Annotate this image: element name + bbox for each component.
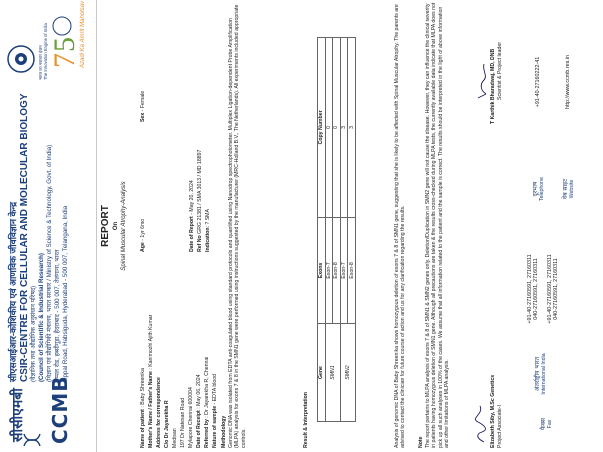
website-value-block[interactable] — [565, 12, 571, 152]
telephone-number: +91-40-27160222-41 — [535, 56, 541, 108]
report-date-label: Date of Report — [189, 216, 195, 252]
table-row — [325, 38, 333, 422]
sex-row — [140, 91, 146, 122]
indication-row: Indication: ? SMA — [205, 209, 211, 252]
signer-right-name: T Karthik Bharadwaj, MD, DNB — [490, 48, 496, 124]
ref-no-row — [197, 150, 203, 252]
acronym: CCMB — [48, 375, 72, 444]
address-hindi: उप्पल रोड, हब्सीगूड़ा, हैदराबाद - 500 007, तेलंगाना, भारत — [54, 249, 61, 382]
table-header: Exons — [318, 217, 326, 323]
telephone-block — [531, 164, 545, 214]
logo-tagline-english: The Innovation Engine of India — [43, 23, 48, 80]
exon-cell: Exon-7 — [325, 217, 333, 323]
ref-no-label: Ref No — [197, 235, 203, 252]
copy-cell: 0 — [333, 38, 341, 218]
age-row — [140, 219, 146, 252]
parent-name-value: : Kanimozhi Ajith Kumar — [148, 314, 154, 370]
report-title: REPORT — [100, 205, 111, 247]
gene-cell: SMN2 — [340, 324, 355, 422]
address-line: 197 Dr Natesan Road — [180, 397, 186, 448]
sex-label: Sex — [140, 112, 146, 122]
results-table — [317, 37, 356, 422]
table-header: Gene — [318, 324, 326, 422]
address-line: C/o Dr Jayarekha R — [164, 400, 170, 448]
methodology-heading: Methodology — [221, 415, 227, 448]
address-label: Address for correspondence — [156, 377, 162, 448]
signer-right-title: Scientist & Project leader — [497, 42, 503, 100]
receipt-date-label: Date of Receipt — [196, 410, 202, 448]
signer-left-title: Project Associate-I — [497, 405, 503, 448]
receipt-date-row — [196, 374, 202, 448]
note-text: The report pertains to MLPA analysis of exons 7 & 8 of SMN1 & SMN2 genes only. Deletion/Duplication in SMN2 gene will not cause the disease. However, they can influence the clinical severity in patients having homozygous deletion of SMN1 gene. Although all precautions are taken & the results cross-checked during MLPA tests, the currently available data indicate that MLPA does not pick up all such analyses in 100% of the cases. We assume that all information related to the patient and the sample is correct. The results should be interpreted in the light of above information and other limitations of MLPA analysis. — [425, 2, 451, 448]
exon-cell: Exon-8 — [348, 217, 356, 323]
council-english: (Council of Scientific & Industrial Research) — [38, 253, 45, 382]
report-subject: Spinal Muscular Atrophy-Analysis — [121, 181, 127, 271]
receipt-date-value: : May 06, 2024 — [196, 374, 202, 409]
institution-hindi-name: सीएसआईआर-कोशिकीय एवं आणविक जीवविज्ञान केन्द्र — [8, 202, 18, 382]
sex-value: - Female — [140, 90, 146, 112]
dna-logo-icon — [22, 430, 42, 450]
patient-name-row — [140, 368, 146, 448]
copy-cell: 0 — [325, 38, 333, 218]
patient-name-value: : Baby Shreenika — [140, 368, 146, 408]
interpretation-text: Analysis of genomic DNA of Baby Shreenika shows homozygous deletion of exons 7 & 8 of SMN1 gene, suggesting that she is likely to be affected with Spinal Muscular Atrophy. The parents are advised to contact the clinician for future course of action and us for any clarification regarding the results. — [394, 4, 407, 448]
table-header: Copy Number — [318, 38, 326, 218]
international-hindi: अंतर्राष्ट्रीय भारत — [534, 356, 541, 392]
international-block — [533, 348, 547, 400]
copy-cell: 3 — [348, 38, 356, 218]
note-heading: Note — [418, 436, 424, 448]
azadi-text: Azadi Ka Amrit Mahotsav — [80, 0, 86, 68]
address-line: Mylapore Chennai 600004 — [188, 387, 194, 448]
parent-name-row — [148, 315, 154, 448]
exon-cell: Exon-8 — [333, 217, 341, 323]
sample-row — [212, 374, 218, 448]
table-header-row — [318, 38, 326, 422]
indication-label: Indication — [205, 227, 211, 252]
ministry-line: (विज्ञान एवं प्रौद्योगिकी मंत्रालय, भारत सरकार / Ministry of Science & Technology, Govt. of India) — [46, 144, 53, 382]
sample-label: Nature of sample — [212, 405, 218, 448]
website-label: Website — [569, 179, 575, 199]
patient-name-label: Name of patient — [140, 409, 146, 448]
phone-number: +91-40-27160591, 27160311 — [527, 254, 533, 324]
svg-text:7: 7 — [48, 53, 81, 68]
acronym-hindi: सीसीएमबी — [10, 388, 26, 442]
contact-footer — [521, 0, 603, 452]
signature-right-icon — [474, 62, 488, 102]
gene-cell: SMN1 — [325, 324, 340, 422]
telephone-label: Telephone — [539, 177, 545, 201]
fax-label: Fax — [547, 419, 553, 429]
header-divider — [96, 0, 97, 452]
methodology-text: Genomic DNA was isolated from EDTA anti-coagulated blood using standard protocols and quantified using Nanodrop spectrophotometer. Multiplex Ligation-dependent Probe Amplification (MLPA) analysis for exons 7 & 8 in the SMN1 gene were performed using instructions suggested by the manufacturer (MRC-Holland B.V., The Netherlands). All experiments included appropriate controls. — [228, 4, 247, 448]
fax-hindi: फैक्स — [540, 418, 547, 430]
svg-text:5: 5 — [48, 37, 81, 52]
referred-label: Referred by — [204, 419, 210, 448]
telephone-number-block — [535, 12, 541, 152]
table-row — [340, 38, 348, 422]
csir-logo-icon — [6, 44, 36, 74]
phone-number: 040-27160591, 27160311 — [553, 258, 559, 320]
signature-left-icon — [474, 404, 488, 444]
fax-block — [539, 404, 553, 444]
address-line: Medisan — [172, 428, 178, 448]
referred-row — [204, 357, 210, 448]
referred-value: : Dr Jayarekha R, Chennai — [204, 356, 210, 418]
telephone-hindi: दूरभाष — [532, 181, 539, 197]
phone-number: +91-40-27160591, 27160311 — [547, 254, 553, 324]
website-link[interactable]: http://www.ccmb.res.in — [565, 55, 571, 109]
international-label: International India — [541, 353, 547, 395]
logo-tagline-hindi: भारत का नवाचार इंजन — [38, 45, 43, 80]
report-date-value: - May 20, 2024 — [189, 180, 195, 215]
institution-english-name: CSIR-CENTRE FOR CELLULAR AND MOLECULAR BIOLOGY — [19, 93, 30, 382]
institution-block — [6, 82, 70, 382]
phone-number: 040-27160591, 27160311 — [533, 258, 539, 320]
azadi-emblem-icon — [44, 4, 84, 70]
azadi-logo — [44, 0, 92, 70]
international-numbers — [527, 234, 559, 344]
indication-value: ? SMA — [205, 209, 211, 225]
age-label: Age — [140, 242, 146, 252]
address-english: Uppal Road, Habsiguda, Hyderabad - 500 007, Telangana, India — [62, 205, 69, 382]
report-on: On — [113, 221, 119, 231]
exon-cell: Exon-7 — [340, 217, 348, 323]
report-date-row — [189, 180, 195, 252]
website-block — [561, 164, 575, 214]
parent-name-label: Mother's Name / Father's Name — [148, 371, 154, 448]
council-hindi: (वैज्ञानिक तथा औद्योगिक अनुसंधान परिषद) — [30, 285, 37, 382]
signer-left-name: Elizabeth Siby, M.Sc Genetics — [490, 374, 496, 448]
age-value: - 1yr 6mo — [140, 218, 146, 241]
copy-cell: 3 — [340, 38, 348, 218]
website-hindi: वेब साइट — [562, 178, 569, 200]
result-heading: Result & Interpretation — [303, 392, 309, 448]
ref-no-value: GRG 21381 / SMA 3013 / MD 18897 — [197, 149, 203, 234]
sample-value: - EDTA blood — [212, 373, 218, 405]
letterhead — [0, 0, 96, 452]
